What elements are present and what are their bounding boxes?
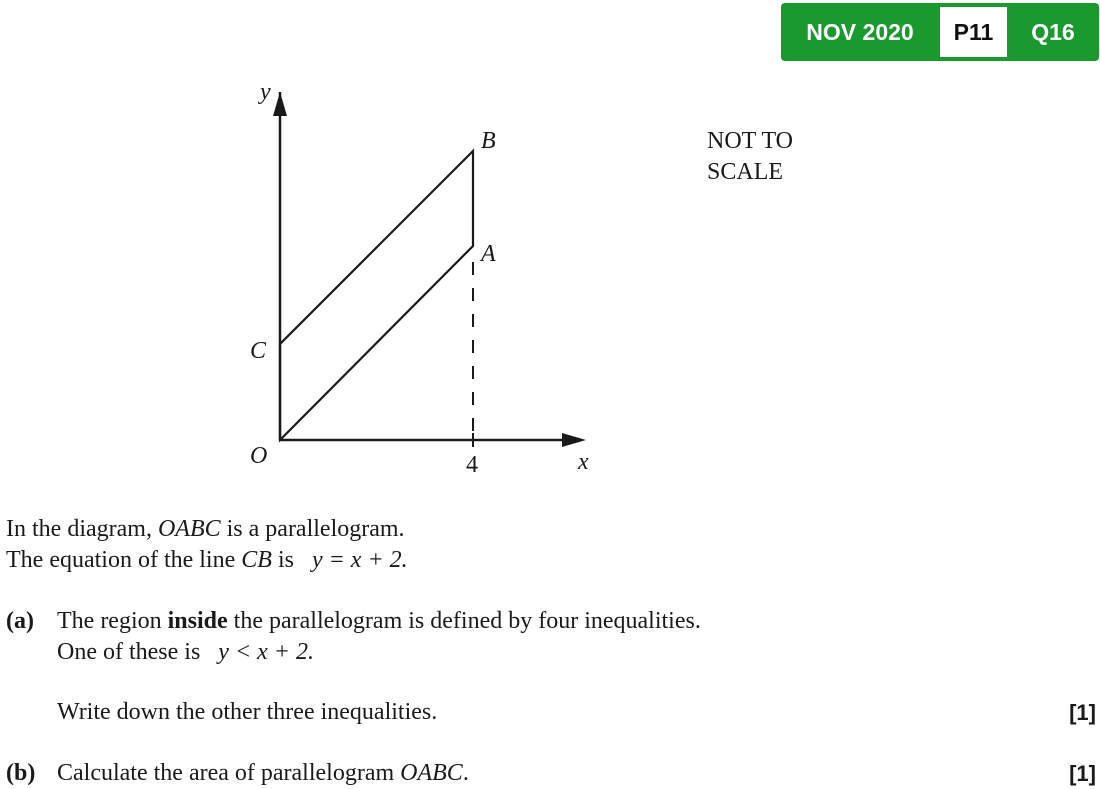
- badge-question: Q16: [1031, 19, 1075, 45]
- scale-note-line2: SCALE: [707, 159, 784, 185]
- part-a-marks: [1]: [1069, 700, 1096, 725]
- parallelogram-oabc: [280, 151, 473, 440]
- x-axis-label: x: [578, 449, 589, 475]
- intro-line-1: In the diagram, OABC is a parallelogram.: [6, 516, 405, 542]
- y-axis-arrow: [273, 92, 287, 116]
- part-b-marks: [1]: [1069, 761, 1096, 786]
- point-a-label: A: [481, 241, 496, 267]
- point-b-label: B: [481, 128, 496, 154]
- part-a-line-2: One of these is y < x + 2.: [57, 639, 314, 665]
- point-c-label: C: [250, 338, 267, 364]
- badge-session: NOV 2020: [806, 19, 914, 45]
- question-reference-badge: [781, 3, 1099, 61]
- part-b-text: Calculate the area of parallelogram OABC.: [57, 760, 469, 786]
- intro-line-2: The equation of the line CB is y = x + 2.: [6, 547, 408, 573]
- parallelogram-diagram: [0, 70, 620, 480]
- given-inequality: y < x + 2.: [218, 639, 314, 665]
- x-tick-label: 4: [466, 452, 478, 478]
- part-a-label: (a): [6, 608, 34, 634]
- scale-note: [707, 126, 793, 188]
- part-a-instruction: Write down the other three inequalities.: [57, 699, 438, 725]
- origin-label: O: [250, 443, 268, 469]
- badge-paper: P11: [940, 7, 1007, 57]
- scale-note-line1: NOT TO: [707, 128, 794, 154]
- y-axis-label: y: [260, 79, 271, 105]
- part-a-line-1: The region inside the parallelogram is defined by four inequalities.: [57, 608, 701, 634]
- x-axis-arrow: [562, 433, 586, 447]
- equation-cb: y = x + 2.: [311, 547, 408, 573]
- part-b-label: (b): [6, 760, 36, 786]
